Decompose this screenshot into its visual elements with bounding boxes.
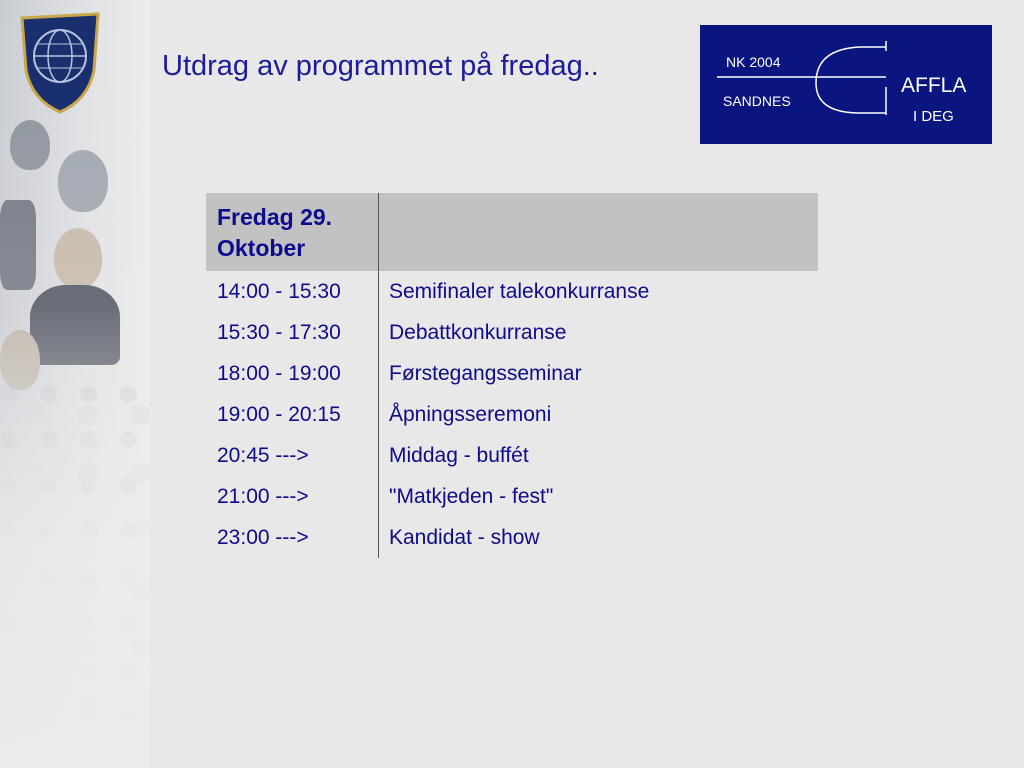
side-photo-collage [0, 0, 150, 768]
schedule-event: Debattkonkurranse [389, 321, 567, 344]
schedule-row [206, 394, 818, 435]
schedule-header-date: Fredag 29. Oktober [206, 193, 379, 271]
logo-nk-2004: NK 2004 [726, 54, 781, 70]
schedule-time: 15:30 - 17:30 [206, 312, 379, 353]
schedule-row [206, 476, 818, 517]
schedule-event: Åpningsseremoni [389, 403, 552, 426]
schedule-time: 21:00 ---> [206, 476, 379, 517]
schedule-event: "Matkjeden - fest" [389, 485, 554, 508]
schedule-row [206, 353, 818, 394]
schedule-time: 23:00 ---> [206, 517, 379, 558]
schedule-header-row [206, 193, 818, 271]
logo-sandnes: SANDNES [723, 93, 791, 109]
logo-i-deg: I DEG [913, 108, 954, 125]
schedule-row [206, 271, 818, 312]
schedule-time: 18:00 - 19:00 [206, 353, 379, 394]
logo-affla: AFFLA [901, 74, 967, 97]
schedule-event: Middag - buffét [389, 444, 529, 467]
schedule-event: Semifinaler talekonkurranse [389, 280, 650, 303]
schedule-event: Kandidat - show [389, 526, 540, 549]
jci-shield-emblem-icon [14, 8, 106, 116]
nk2004-logo [700, 25, 992, 144]
schedule-time: 20:45 ---> [206, 435, 379, 476]
schedule-time: 14:00 - 15:30 [206, 271, 379, 312]
slide-title: Utdrag av programmet på fredag.. [162, 50, 599, 82]
schedule-table [206, 193, 818, 558]
schedule-header-empty [379, 193, 818, 271]
schedule-row [206, 517, 818, 558]
schedule-event: Førstegangsseminar [389, 362, 582, 385]
schedule-time: 19:00 - 20:15 [206, 394, 379, 435]
schedule-row [206, 435, 818, 476]
schedule-row [206, 312, 818, 353]
